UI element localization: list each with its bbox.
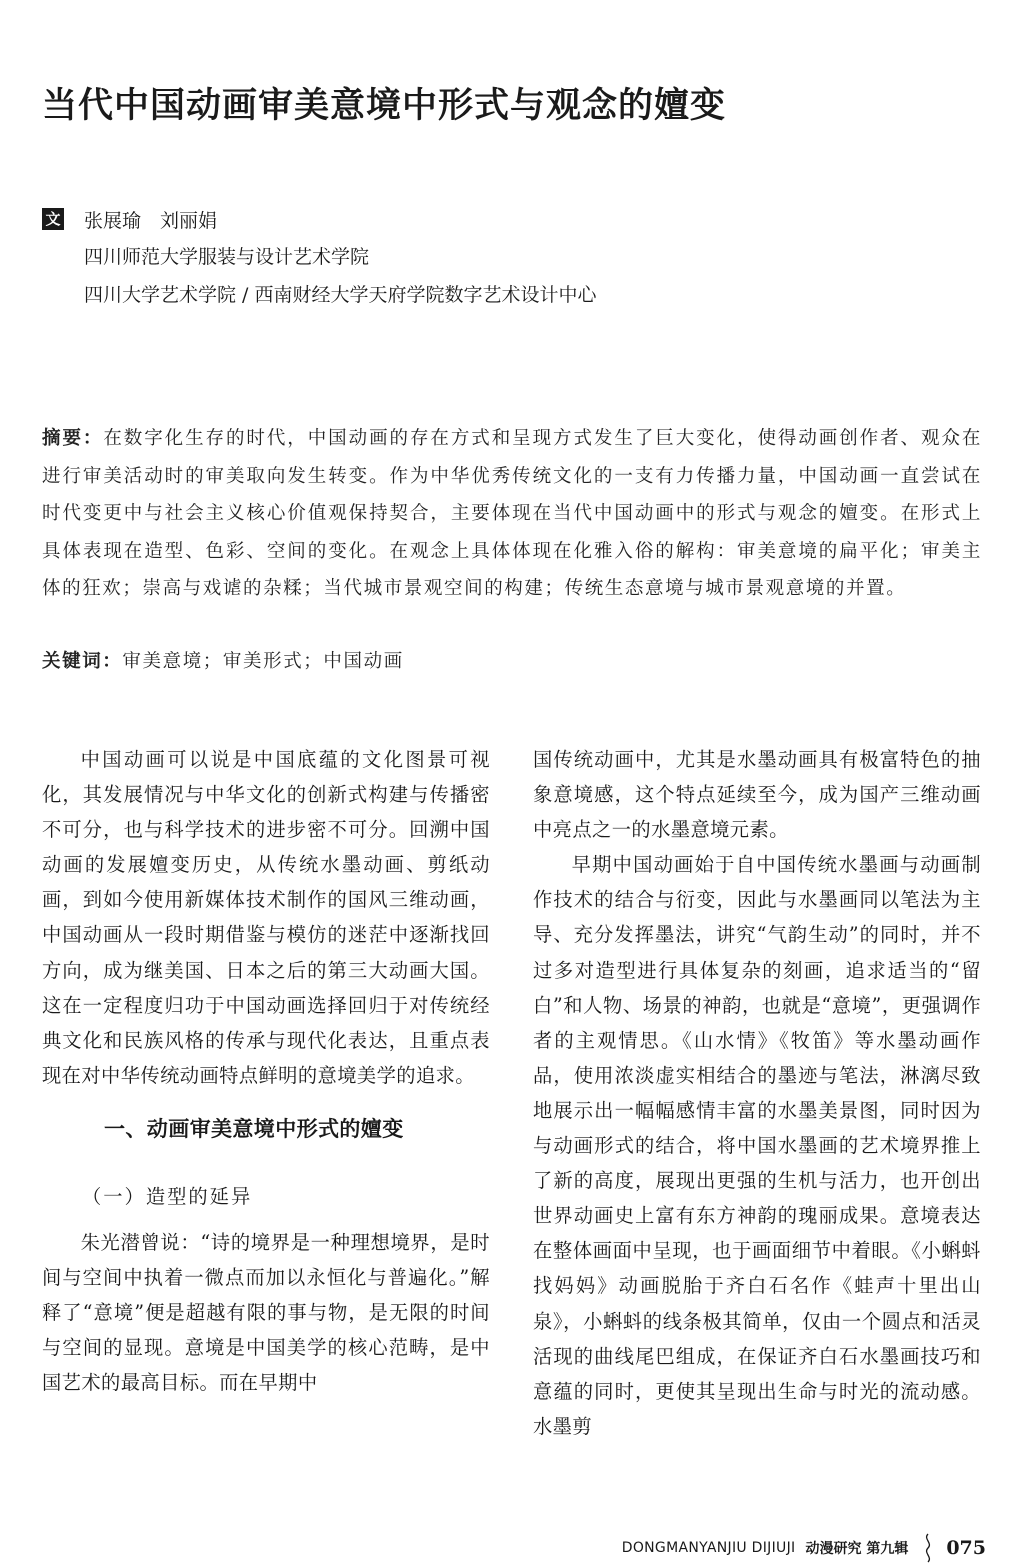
affiliation-2: 四川大学艺术学院 / 西南财经大学天府学院数字艺术设计中心 (84, 284, 597, 306)
body-column-left (42, 742, 490, 1400)
body-column-right (533, 742, 981, 1444)
abstract (42, 420, 982, 608)
page-number: 075 (946, 1537, 986, 1559)
author-names: 张展瑜 刘丽娟 (84, 209, 218, 232)
body-paragraph: 朱光潜曾说：“诗的境界是一种理想境界，是时间与空间中执着一微点而加以永恒化与普遍化。”解释了“意境”便是超越有限的事与物，是无限的时间与空间的显现。意境是中国美学的核心范畴，是中国艺术的最高目标。而在早期中 (42, 1230, 490, 1395)
keywords (42, 643, 982, 681)
subsection-heading: （一）造型的延异 (82, 1184, 253, 1208)
body-paragraph: 国传统动画中，尤其是水墨动画具有极富特色的抽象意境感，这个特点延续至今，成为国产三维动画中亮点之一的水墨意境元素。 (533, 748, 981, 842)
keywords-text: 审美意境；审美形式；中国动画 (122, 651, 404, 672)
decorative-swirl-icon (922, 1533, 934, 1563)
section-heading: 一、动画审美意境中形式的嬗变 (104, 1116, 404, 1141)
page-footer (622, 1533, 986, 1563)
abstract-label: 摘要： (42, 428, 104, 449)
body-paragraph: 中国动画可以说是中国底蕴的文化图景可视化，其发展情况与中华文化的创新式构建与传播密不可分，也与科学技术的进步密不可分。回溯中国动画的发展嬗变历史，从传统水墨动画、剪纸动画，到如今使用新媒体技术制作的国风三维动画，中国动画从一段时期借鉴与模仿的迷茫中逐渐找回方向，成为继美国、日本之后的第三大动画大国。这在一定程度归功于中国动画选择回归于对传统经典文化和民族风格的传承与现代化表达，且重点表现在对中华传统动画特点鲜明的意境美学的追求。 (42, 748, 490, 1087)
article-title: 当代中国动画审美意境中形式与观念的嬗变 (42, 85, 727, 126)
body-paragraph: 早期中国动画始于自中国传统水墨画与动画制作技术的结合与衍变，因此与水墨画同以笔法为主导、充分发挥墨法，讲究“气韵生动”的同时，并不过多对造型进行具体复杂的刻画，追求适当的“留白”和人物、场景的神韵，也就是“意境”，更强调作者的主观情思。《山水情》《牧笛》等水墨动画作品，使用浓淡虚实相结合的墨迹与笔法，淋漓尽致地展示出一幅幅感情丰富的水墨美景图，同时因为与动画形式的结合，将中国水墨画的艺术境界推上了新的高度，展现出更强的生机与活力，也开创出世界动画史上富有东方神韵的瑰丽成果。意境表达在整体画面中呈现，也于画面细节中着眼。《小蝌蚪找妈妈》动画脱胎于齐白石名作《蛙声十里出山泉》，小蝌蚪的线条极其简单，仅由一个圆点和活灵活现的曲线尾巴组成，在保证齐白石水墨画技巧和意蕴的同时，更使其呈现出生命与时光的流动感。水墨剪 (533, 853, 981, 1438)
abstract-text: 在数字化生存的时代，中国动画的存在方式和呈现方式发生了巨大变化，使得动画创作者、观众在进行审美活动时的审美取向发生转变。作为中华优秀传统文化的一支有力传播力量，中国动画一直尝试在时代变更中与社会主义核心价值观保持契合，主要体现在当代中国动画中的形式与观念的嬗变。在形式上具体表现在造型、色彩、空间的变化。在观念上具体体现在化雅入俗的解构：审美意境的扁平化；审美主体的狂欢；崇高与戏谑的杂糅；当代城市景观空间的构建；传统生态意境与城市景观意境的并置。 (42, 428, 982, 599)
journal-name-en: DONGMANYANJIU DIJIUJI (621, 1540, 796, 1556)
journal-name-cn: 动漫研究 第九辑 (805, 1541, 909, 1557)
author-marker: 文 (42, 208, 64, 230)
affiliation-1: 四川师范大学服装与设计艺术学院 (84, 246, 370, 268)
author-row (42, 200, 942, 238)
author-block (42, 200, 942, 314)
keywords-label: 关键词： (42, 651, 123, 672)
